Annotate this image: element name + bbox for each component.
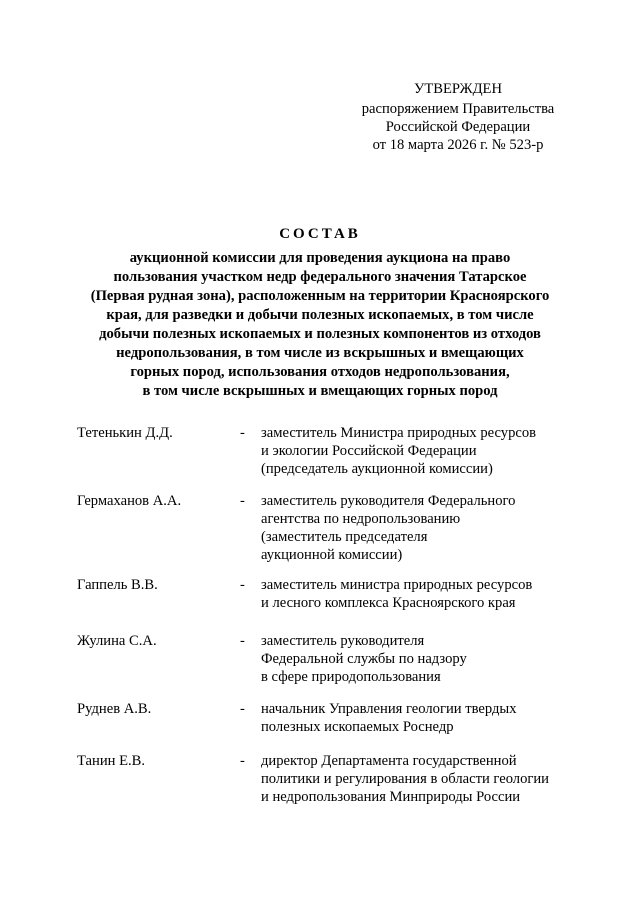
role-line: заместитель Министра природных ресурсов <box>261 425 537 441</box>
role-line: (заместитель председателя <box>261 529 428 545</box>
role-line: в сфере природопользования <box>261 669 441 685</box>
role-line: аукционной комиссии) <box>261 547 403 563</box>
approval-block <box>330 80 586 154</box>
subtitle-line: (Первая рудная зона), расположенным на территории Красноярского <box>90 288 550 304</box>
role-line: политики и регулирования в области геологии <box>261 771 549 787</box>
member-dash: - <box>240 753 245 769</box>
approval-line: распоряжением Правительства <box>361 101 555 117</box>
member-role <box>261 700 591 736</box>
member-role <box>261 752 591 806</box>
document-title: СОСТАВ <box>279 226 361 242</box>
role-line: начальник Управления геологии твердых <box>261 701 517 717</box>
role-line: и экологии Российской Федерации <box>261 443 477 459</box>
member-dash: - <box>240 425 245 441</box>
role-line: заместитель руководителя Федерального <box>261 493 516 509</box>
role-line: и лесного комплекса Красноярского края <box>261 595 516 611</box>
member-dash: - <box>240 633 245 649</box>
member-dash: - <box>240 701 245 717</box>
role-line: заместитель руководителя <box>261 633 425 649</box>
role-line: агентства по недропользованию <box>261 511 461 527</box>
member-name: Гаппель В.В. <box>77 577 158 593</box>
approval-line: от 18 марта 2026 г. № 523-р <box>372 137 544 153</box>
member-name: Жулина С.А. <box>77 633 157 649</box>
subtitle-line: в том числе вскрышных и вмещающих горных пород <box>142 383 498 399</box>
approval-line: Российской Федерации <box>385 119 531 135</box>
member-role <box>261 576 591 612</box>
subtitle-line: пользования участком недр федерального значения Татарское <box>113 269 527 285</box>
subtitle-line: добычи полезных ископаемых и полезных компонентов из отходов <box>99 326 541 342</box>
member-name: Тетенькин Д.Д. <box>77 425 173 441</box>
subtitle-line: края, для разведки и добычи полезных ископаемых, в том числе <box>106 307 534 323</box>
member-name: Танин Е.В. <box>77 753 146 769</box>
member-name: Руднев А.В. <box>77 701 152 717</box>
member-role <box>261 492 591 564</box>
role-line: заместитель министра природных ресурсов <box>261 577 533 593</box>
role-line: полезных ископаемых Роснедр <box>261 719 454 735</box>
role-line: Федеральной службы по надзору <box>261 651 467 667</box>
document-subtitle <box>60 249 580 401</box>
subtitle-line: недропользования, в том числе из вскрышных и вмещающих <box>116 345 524 361</box>
member-name: Гермаханов А.А. <box>77 493 182 509</box>
member-dash: - <box>240 493 245 509</box>
role-line: и недропользования Минприроды России <box>261 789 521 805</box>
member-role <box>261 424 591 478</box>
member-dash: - <box>240 577 245 593</box>
approval-heading: УТВЕРЖДЕН <box>414 81 502 97</box>
subtitle-line: аукционной комиссии для проведения аукциона на право <box>129 250 511 266</box>
role-line: (председатель аукционной комиссии) <box>261 461 493 477</box>
member-role <box>261 632 591 686</box>
subtitle-line: горных пород, использования отходов недропользования, <box>130 364 510 380</box>
role-line: директор Департамента государственной <box>261 753 517 769</box>
